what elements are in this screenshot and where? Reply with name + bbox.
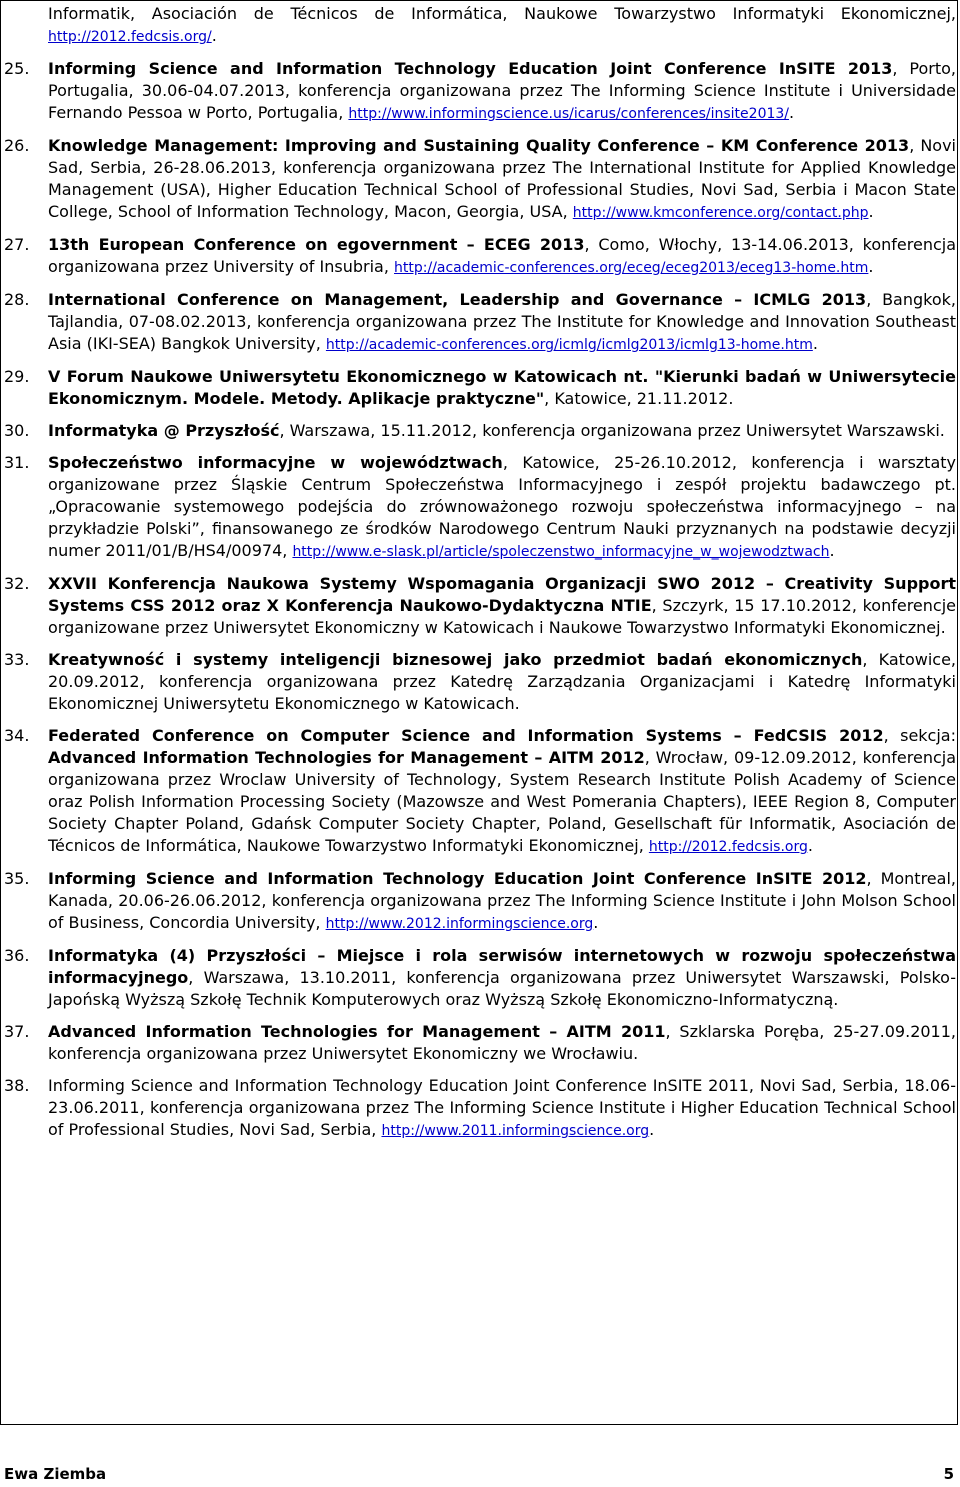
conference-title: Federated Conference on Computer Science and Information Systems – FedCSIS 2012 [48,726,884,745]
conference-entry [4,289,956,356]
conference-details: Informing Science and Information Technology Education Joint Conference InSITE 2011, Novi Sad, Serbia, 18.06-23.06.2011, konferencja organizowana przez The Informing Science Institute i Higher Education Technical School of Professional Studies, Novi Sad, Serbia, [48,1076,956,1139]
section-title: Advanced Information Technologies for Management – AITM 2012 [48,748,645,767]
conference-title: Informing Science and Information Technology Education Joint Conference InSITE 2013 [48,59,893,78]
punctuation: . [649,1120,655,1139]
conference-entry [4,1075,956,1142]
entry-text [48,420,956,442]
conference-title: Informing Science and Information Technology Education Joint Conference InSITE 2012 [48,869,867,888]
conference-entry [4,420,956,442]
conference-entry [4,868,956,935]
punctuation: . [789,103,795,122]
conference-title: XXVII Konferencja Naukowa Systemy Wspomagania Organizacji SWO 2012 – Creativity Support Systems CSS 2012 oraz X Konferencja Naukowo-Dydaktyczna NTIE [48,574,956,615]
entry-number: 27. [4,235,30,254]
entry-number: 28. [4,290,30,309]
conference-entry [4,1021,956,1065]
conference-link[interactable]: http://www.2012.informingscience.org [325,916,594,932]
punctuation: . [807,836,813,855]
entry-text [48,452,956,563]
punctuation: . [868,257,874,276]
entry-number: 35. [4,869,30,888]
entry-number: 34. [4,726,30,745]
entry-text [48,234,956,279]
conference-details: , sekcja: [883,726,956,745]
conference-title: Knowledge Management: Improving and Sustaining Quality Conference – KM Conference 2013 [48,136,910,155]
entry-number: 29. [4,367,30,386]
continued-entry: Informatik, Asociación de Técnicos de Informática, Naukowe Towarzystwo Informatyki Ekonomicznej, http://2012.fedcsis.org/. [48,4,956,45]
page-number: 5 [943,1465,954,1483]
conference-details: , Warszawa, 13.10.2011, konferencja organizowana przez Uniwersytet Warszawski, Polsko-Japońską Wyższą Szkołę Technik Komputerowych oraz Wyższą Szkołę Ekonomiczno-Informatyczną. [48,968,956,1009]
conference-title: Informatyka (4) Przyszłości – Miejsce i rola serwisów internetowych w rozwoju społeczeństwa informacyjnego [48,946,956,987]
lead-link[interactable]: http://2012.fedcsis.org/ [48,29,212,45]
entry-number: 26. [4,136,30,155]
conference-details: , Porto, Portugalia, 30.06-04.07.2013, konferencja organizowana przez The Informing Science Institute i Universidade Fernando Pessoa w Porto, Portugalia, [48,59,956,122]
conference-link[interactable]: http://www.e-slask.pl/article/spoleczenstwo_informacyjne_w_wojewodztwach [292,544,830,560]
punctuation: . [829,541,835,560]
entry-number: 37. [4,1022,30,1041]
conference-details: , Katowice, 21.11.2012. [544,389,734,408]
conference-title: 13th European Conference on egovernment – ECEG 2013 [48,235,585,254]
punctuation: . [593,913,599,932]
conference-entry [4,58,956,125]
author-name: Ewa Ziemba [4,1465,107,1483]
conference-entry [4,366,956,410]
conference-details: , Como, Włochy, 13-14.06.2013, konferencja organizowana przez University of Insubria, [48,235,957,276]
conference-title: Społeczeństwo informacyjne w województwach [48,453,503,472]
conference-list [4,3,956,1142]
conference-details: , Montreal, Kanada, 20.06-26.06.2012, konferencja organizowana przez The Informing Science Institute i John Molson School of Business, Concordia University, [48,869,956,932]
entry-text [48,649,956,715]
entry-number: 33. [4,650,30,669]
conference-title: Kreatywność i systemy inteligencji biznesowej jako przedmiot badań ekonomicznych [48,650,863,669]
entry-number: 31. [4,453,30,472]
entry-number: 36. [4,946,30,965]
conference-title: Advanced Information Technologies for Management – AITM 2011 [48,1022,666,1041]
conference-entry [4,135,956,224]
conference-link[interactable]: http://www.2011.informingscience.org [381,1123,650,1139]
entry-text [48,1021,956,1065]
entry-text [48,58,956,125]
entry-text [48,289,956,356]
conference-title: V Forum Naukowe Uniwersytetu Ekonomicznego w Katowicach nt. "Kierunki badań w Uniwersytecie Ekonomicznym. Modele. Metody. Aplikacje praktyczne" [48,367,956,408]
conference-details: , Katowice, 20.09.2012, konferencja organizowana przez Katedrę Zarządzania Organizacjami i Katedrę Informatyki Ekonomicznej Uniwersytetu Ekonomicznego w Katowicach. [48,650,956,713]
conference-entry [4,945,956,1011]
conference-entry [4,452,956,563]
entry-text [48,135,956,224]
entry-number: 32. [4,574,30,593]
conference-link[interactable]: http://www.informingscience.us/icarus/conferences/insite2013/ [348,106,790,122]
conference-title: International Conference on Management, Leadership and Governance – ICMLG 2013 [48,290,867,309]
conference-link[interactable]: http://academic-conferences.org/icmlg/icmlg2013/icmlg13-home.htm [325,337,813,353]
entry-number: 30. [4,421,30,440]
punctuation: . [812,334,818,353]
conference-details: , Wrocław, 09-12.09.2012, konferencja organizowana przez Wroclaw University of Technology, System Research Institute Polish Academy of Science oraz Polish Information Processing Society (Mazowsze and West Pomerania Chapters), IEEE Region 8, Computer Society Chapter Poland, Gdańsk Computer Society Chapter, Poland, Gesellschaft für Informatik, Asociación de Técnicos de Informática, Naukowe Towarzystwo Informatyki Ekonomicznej, [48,748,957,855]
entry-text [48,945,956,1011]
conference-link[interactable]: http://academic-conferences.org/eceg/eceg2013/eceg13-home.htm [394,260,869,276]
entry-text [48,725,956,858]
conference-details: , Novi Sad, Serbia, 26-28.06.2013, konferencja organizowana przez The International Institute for Applied Knowledge Management (USA), Higher Education Technical School of Professional Studies, Novi Sad, Serbia i Macon State College, School of Information Technology, Macon, Georgia, USA, [48,136,957,221]
conference-entry [4,725,956,858]
conference-entry [4,573,956,639]
conference-title: Informatyka @ Przyszłość [48,421,280,440]
conference-details: , Warszawa, 15.11.2012, konferencja organizowana przez Uniwersytet Warszawski. [279,421,945,440]
conference-details: , Szklarska Poręba, 25-27.09.2011, konferencja organizowana przez Uniwersytet Ekonomiczny we Wrocławiu. [48,1022,957,1063]
conference-entry [4,234,956,279]
conference-link[interactable]: http://www.kmconference.org/contact.php [572,205,869,221]
punctuation: . [868,202,874,221]
entry-text [48,366,956,410]
conference-details: , Bangkok, Tajlandia, 07-08.02.2013, konferencja organizowana przez The Institute for Knowledge and Innovation Southeast Asia (IKI-SEA) Bangkok University, [48,290,956,353]
conference-details: , Szczyrk, 15 17.10.2012, konferencje organizowane przez Uniwersytet Ekonomiczny w Katowicach i Naukowe Towarzystwo Informatyki Ekonomicznej. [48,596,956,637]
entry-number: 25. [4,59,30,78]
conference-entry [4,649,956,715]
entry-text [48,1075,956,1142]
entry-text [48,868,956,935]
conference-link[interactable]: http://2012.fedcsis.org [648,839,808,855]
entry-text [48,573,956,639]
entry-number: 38. [4,1076,30,1095]
conference-details: , Katowice, 25-26.10.2012, konferencja i warsztaty organizowane przez Śląskie Centrum Społeczeństwa Informacyjnego i zespół projektu badawczego pt. „Opracowanie systemowego podejścia do zrównoważonego rozwoju społeczeństwa informacyjnego – na przykładzie Polski”, finansowanego ze środków Narodowego Centrum Nauki przyznanych na podstawie decyzji numer 2011/01/B/HS4/00974, [48,453,957,560]
